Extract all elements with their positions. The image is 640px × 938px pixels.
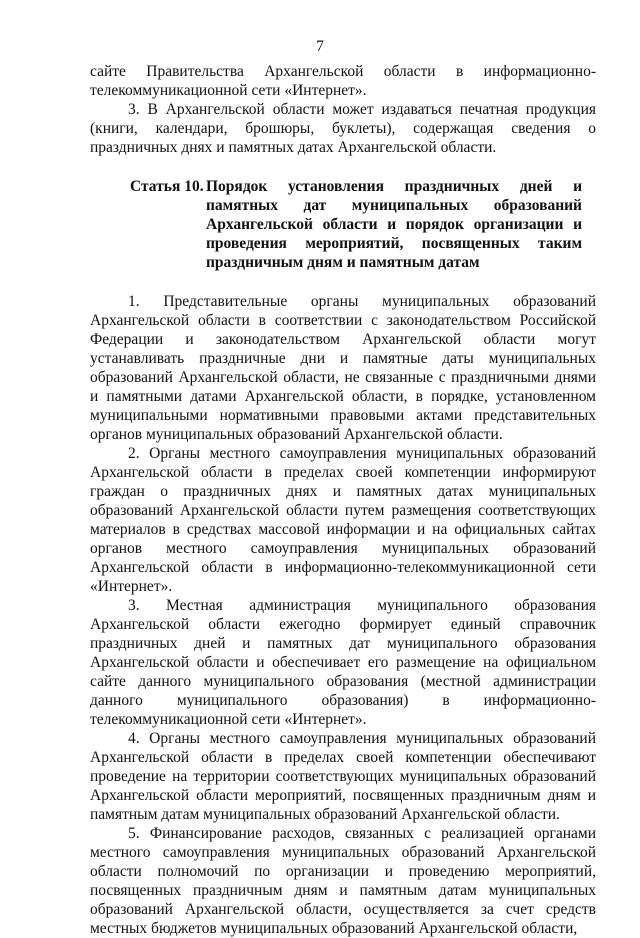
article-title: Порядок установления праздничных дней и памятных дат муниципальных образований Архангельской области и порядок организации и проведения мероприятий, посвященных таким праздничным дням и памятным датам — [206, 178, 582, 271]
page-number: 7 — [316, 38, 324, 55]
continuation-paragraph: сайте Правительства Архангельской области в информационно-телекоммуникационной сети «Интернет». — [90, 63, 596, 99]
article-item-5: 5. Финансирование расходов, связанных с реализацией органами местного самоуправления муниципальных образований Архангельской области полномочий по организации и проведению мероприятий, посвященных праздничным дням и памятным датам муниципальных образований Архангельской области, осуществляется за счет средств местных бюджетов муниципальных образований Архангельской области, — [90, 825, 596, 937]
document-body — [90, 62, 596, 938]
article-item-3: 3. Местная администрация муниципального образования Архангельской области ежегодно формирует единый справочник праздничных дней и памятных дат муниципального образования Архангельской области и обеспечивает его размещение на официальном сайте данного муниципального образования (местной администрации данного муниципального образования) в информационно-телекоммуникационной сети «Интернет». — [90, 597, 596, 728]
article-item-1: 1. Представительные органы муниципальных образований Архангельской области в соответствии с законодательством Российской Федерации и законодательством Архангельской области могут устанавливать праздничные дни и памятные даты муниципальных образований Архангельской области, не связанные с праздничными днями и памятными датами Архангельской области, в порядке, установленном муниципальными нормативными правовыми актами представительных органов муниципальных образований Архангельской области. — [90, 293, 596, 443]
article-label: Статья 10. — [130, 178, 204, 195]
article-heading — [90, 177, 596, 272]
article-item-2: 2. Органы местного самоуправления муниципальных образований Архангельской области в пределах своей компетенции информируют граждан о праздничных днях и памятных датах муниципальных образований Архангельской области путем размещения соответствующих материалов в средствах массовой информации и на официальных сайтах органов местного самоуправления муниципальных образований Архангельской области в информационно-телекоммуникационной сети «Интернет». — [90, 445, 596, 595]
article-item-4: 4. Органы местного самоуправления муниципальных образований Архангельской области в пределах своей компетенции обеспечивают проведение на территории соответствующих муниципальных образований Архангельской области мероприятий, посвященных праздничным дням и памятным датам муниципальных образований Архангельской области. — [90, 730, 596, 823]
paragraph-3: 3. В Архангельской области может издаваться печатная продукция (книги, календари, брошюры, буклеты), содержащая сведения о праздничных днях и памятных датах Архангельской области. — [90, 101, 596, 156]
